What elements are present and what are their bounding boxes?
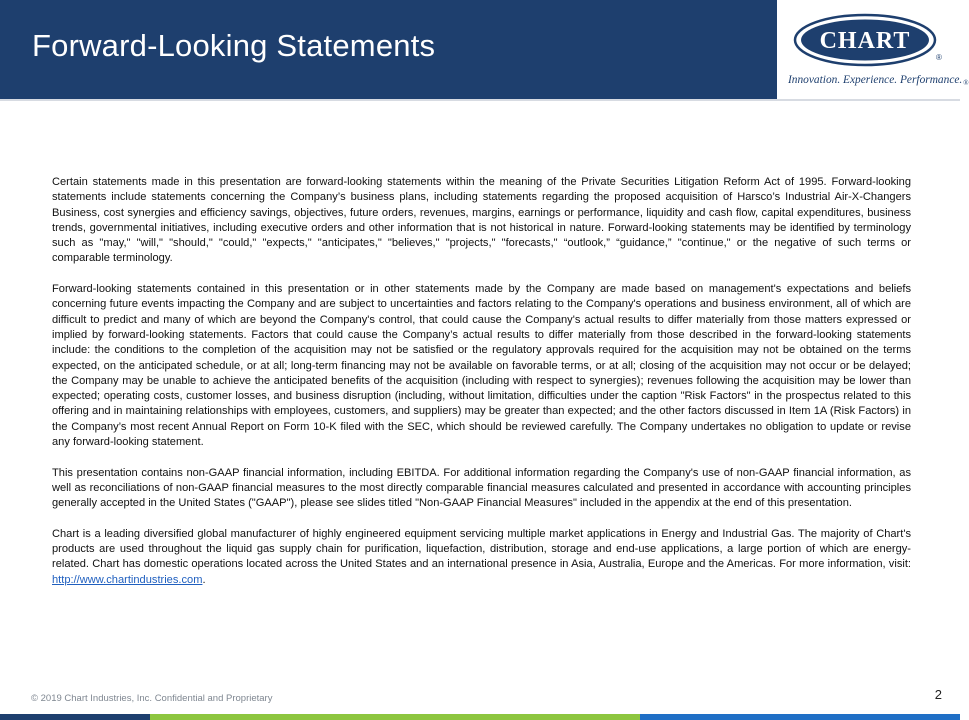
- footer-stripe-navy: [0, 714, 150, 720]
- logo-area: [777, 0, 969, 99]
- footer-stripe-blue: [640, 714, 960, 720]
- logo-registered-mark: ®: [936, 53, 942, 62]
- disclaimer-body: [52, 175, 911, 603]
- logo-tagline: [788, 74, 969, 87]
- logo-tagline-mark: ®: [963, 79, 969, 87]
- company-overview-text: Chart is a leading diversified global manufacturer of highly engineered equipment servicing multiple market applications in Energy and Industrial Gas. The majority of Chart's products are used throughout the liquid gas supply chain for purification, liquefaction, distribution, storage and end-use applications, a large portion of which are energy-related. Chart has domestic operations located across the United States and an international presence in Asia, Australia, Europe and the Americas. For more information, visit:: [52, 527, 911, 571]
- paragraph-risk-factors: Forward-looking statements contained in this presentation or in other statements made by the Company are made based on management's expectations and beliefs concerning future events impacting the Company and are subject to uncertainties and factors relating to the Company's operations and business environment, all of which are difficult to predict and many of which are beyond the Company's control, that could cause the Company's actual results to differ materially from those matters expressed or implied by forward-looking statements. Factors that could cause the Company’s actual results to differ materially from those described in the forward-looking statements include: the conditions to the completion of the acquisition may not be satisfied or the regulatory approvals required for the acquisition may not be obtained on the terms expected, on the anticipated schedule, or at all; long-term financing may not be available on favorable terms, or at all; closing of the acquisition may not occur or be delayed; the Company may be unable to achieve the anticipated benefits of the acquisition (including with respect to synergies); revenues following the acquisition may be lower than expected; operating costs, customer losses, and business disruption (including, without limitation, difficulties under the caption "Risk Factors" in the prospectus related to this offering and in maintaining relationships with employees, customers, and suppliers) may be greater than expected; and the other factors discussed in Item 1A (Risk Factors) in the Company’s most recent Annual Report on Form 10-K filed with the SEC, which should be reviewed carefully. The Company undertakes no obligation to update or revise any forward-looking statement.: [52, 283, 911, 449]
- footer-copyright: © 2019 Chart Industries, Inc. Confidential and Proprietary: [31, 693, 273, 704]
- logo-wordmark: CHART: [819, 28, 911, 54]
- page-number: 2: [934, 687, 942, 702]
- paragraph-forward-looking-intro: Certain statements made in this presentation are forward-looking statements within the meaning of the Private Securities Litigation Reform Act of 1995. Forward-looking statements include statements concerning the Company’s business plans, including statements regarding the proposed acquisition of Harsco’s Industrial Air-X-Changers Business, cost synergies and efficiency savings, objectives, future orders, revenues, margins, earnings or performance, liquidity and cash flow, capital expenditures, business trends, governmental initiatives, including executive orders and other information that is not historical in nature. Forward-looking statements may be identified by terminology such as "may," "will," "should," "could," "expects," "anticipates," "believes," "projects," "forecasts," “outlook,” “guidance,” "continue," or the negative of such terms or comparable terminology.: [52, 176, 911, 265]
- paragraph-company-overview: [52, 527, 911, 588]
- footer-stripes: [0, 714, 960, 720]
- header-divider: [0, 99, 960, 101]
- footer-stripe-green: [150, 714, 640, 720]
- company-overview-period: .: [202, 573, 206, 586]
- header-bar: [0, 0, 777, 99]
- chart-logo: [793, 12, 945, 68]
- logo-tagline-text: Innovation. Experience. Performance.: [788, 74, 963, 86]
- slide-title: Forward-Looking Statements: [32, 28, 436, 63]
- paragraph-non-gaap: This presentation contains non-GAAP financial information, including EBITDA. For additional information regarding the Company's use of non-GAAP financial information, as well as reconciliations of non-GAAP financial measures to the most directly comparable financial measures calculated and presented in accordance with accounting principles generally accepted in the United States ("GAAP"), please see slides titled "Non-GAAP Financial Measures" included in the appendix at the end of this presentation.: [52, 466, 911, 510]
- website-link[interactable]: http://www.chartindustries.com: [52, 573, 203, 586]
